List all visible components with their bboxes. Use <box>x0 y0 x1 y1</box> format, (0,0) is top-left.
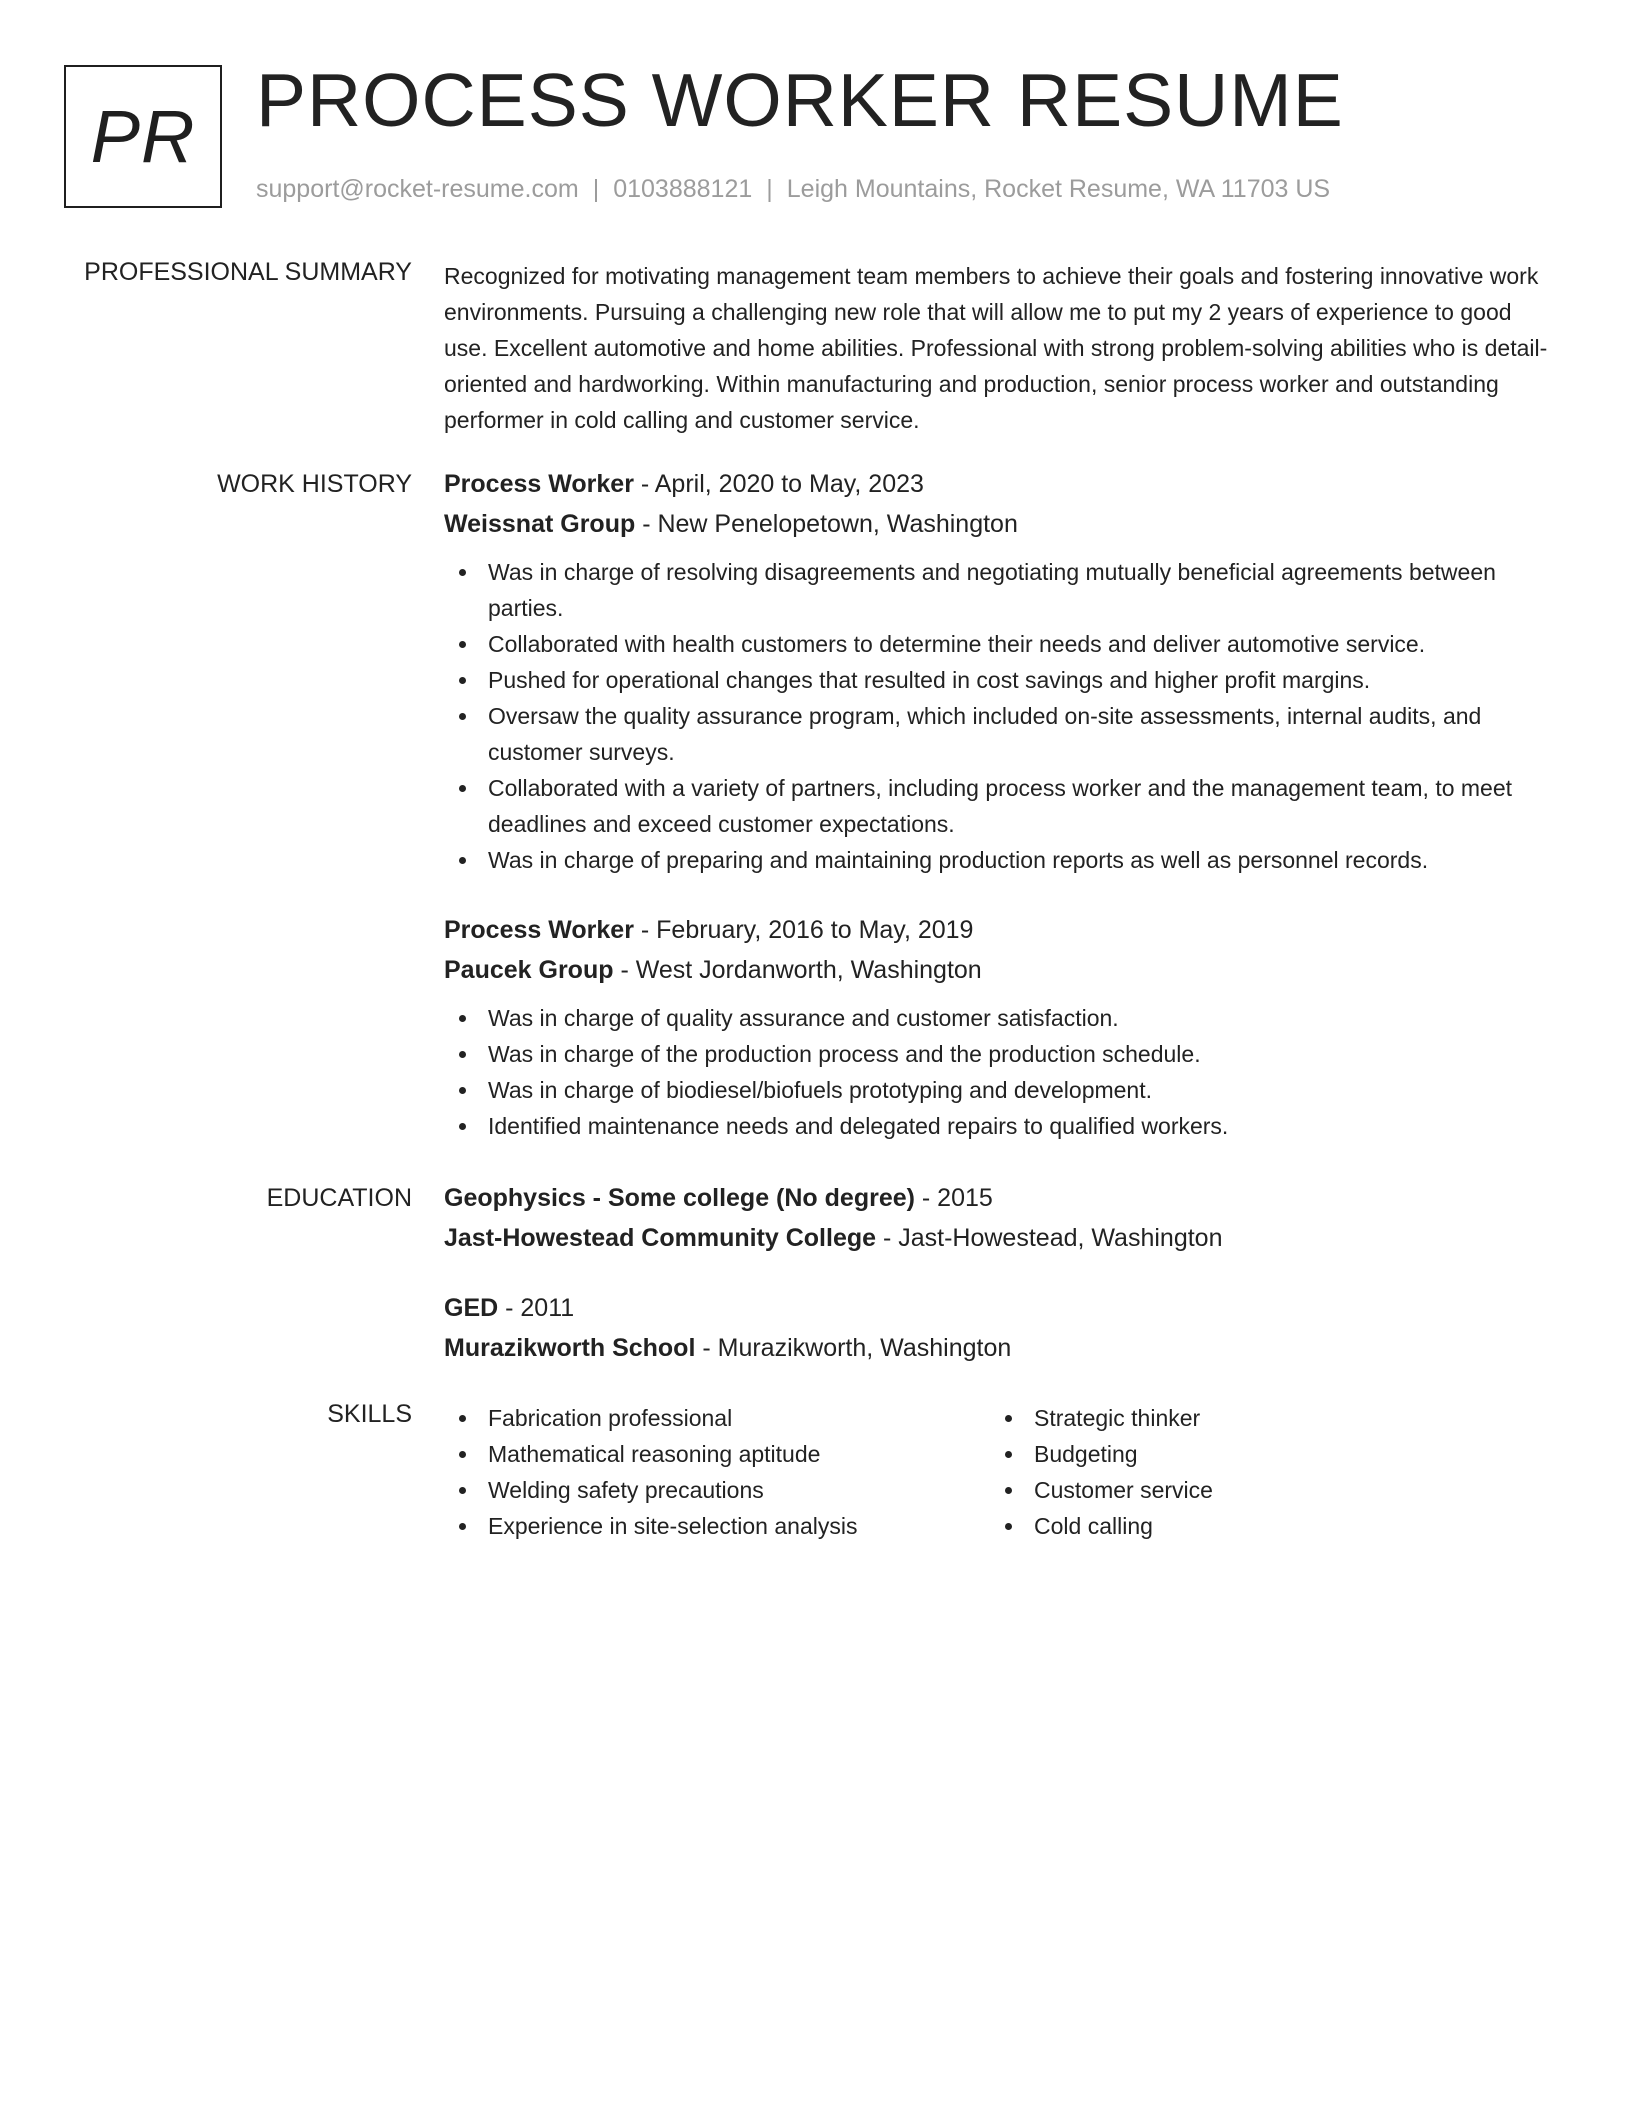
education-location: - Murazikworth, Washington <box>695 1334 1012 1362</box>
job-bullet: Collaborated with a variety of partners, including process worker and the management team, to meet deadlines and exceed customer expectations. <box>444 770 1559 842</box>
job-company: Weissnat Group <box>444 510 636 538</box>
contact-line <box>256 175 1330 204</box>
job-title-line <box>444 464 1559 504</box>
summary-text: Recognized for motivating management team members to achieve their goals and fostering innovative work environments. Pursuing a challenging new role that will allow me to put my 2 years of experience to good use. Excellent automotive and home abilities. Professional with strong problem-solving abilities who is detail-oriented and hardworking. Within manufacturing and production, senior process worker and outstanding performer in cold calling and customer service. <box>444 263 1548 433</box>
job-company-line <box>444 950 1559 990</box>
resume-header <box>64 58 1572 210</box>
skill-item: Cold calling <box>990 1508 1536 1544</box>
job-company-line <box>444 504 1559 544</box>
page-title: PROCESS WORKER RESUME <box>256 58 1344 142</box>
job-bullet: Oversaw the quality assurance program, which included on-site assessments, internal audits, and customer surveys. <box>444 698 1559 770</box>
skill-item: Welding safety precautions <box>444 1472 990 1508</box>
education-school-line <box>444 1328 1559 1368</box>
job-dates: - April, 2020 to May, 2023 <box>633 470 924 498</box>
education-degree-line <box>444 1288 1559 1328</box>
skill-item: Fabrication professional <box>444 1400 990 1436</box>
skills-grid <box>444 1400 1559 1544</box>
job-entry <box>444 464 1559 878</box>
education-school: Murazikworth School <box>444 1334 696 1362</box>
education-entry <box>444 1178 1559 1258</box>
job-title-line <box>444 910 1559 950</box>
skill-item: Strategic thinker <box>990 1400 1536 1436</box>
section-label-summary: PROFESSIONAL SUMMARY <box>84 258 412 286</box>
education-entry <box>444 1288 1559 1368</box>
education-year: - 2015 <box>914 1184 993 1212</box>
education-degree: Geophysics - Some college (No degree) <box>444 1184 915 1212</box>
education-degree-line <box>444 1178 1559 1218</box>
job-bullet: Was in charge of biodiesel/biofuels prototyping and development. <box>444 1072 1559 1108</box>
job-location: - West Jordanworth, Washington <box>613 956 982 984</box>
job-bullet: Was in charge of resolving disagreements and negotiating mutually beneficial agreements between parties. <box>444 554 1559 626</box>
job-entry <box>444 910 1559 1144</box>
job-bullets <box>444 1000 1559 1144</box>
job-bullet: Collaborated with health customers to determine their needs and deliver automotive service. <box>444 626 1559 662</box>
job-title: Process Worker <box>444 470 634 498</box>
skill-item: Mathematical reasoning aptitude <box>444 1436 990 1472</box>
section-label-education: EDUCATION <box>266 1184 412 1212</box>
job-bullet: Was in charge of quality assurance and customer satisfaction. <box>444 1000 1559 1036</box>
job-title: Process Worker <box>444 916 634 944</box>
job-bullet: Pushed for operational changes that resulted in cost savings and higher profit margins. <box>444 662 1559 698</box>
job-bullet: Identified maintenance needs and delegated repairs to qualified workers. <box>444 1108 1559 1144</box>
education-degree: GED <box>444 1294 499 1322</box>
job-bullet: Was in charge of preparing and maintaining production reports as well as personnel records. <box>444 842 1559 878</box>
skill-item: Experience in site-selection analysis <box>444 1508 990 1544</box>
education-location: - Jast-Howestead, Washington <box>876 1224 1223 1252</box>
education-school: Jast-Howestead Community College <box>444 1224 877 1252</box>
skills-column-right <box>990 1400 1536 1544</box>
job-location: - New Penelopetown, Washington <box>635 510 1018 538</box>
contact-separator: | <box>592 175 600 203</box>
contact-email[interactable]: support@rocket-resume.com <box>256 175 579 203</box>
education-year: - 2011 <box>498 1294 575 1322</box>
education-school-line <box>444 1218 1559 1258</box>
contact-phone[interactable]: 0103888121 <box>613 175 753 203</box>
skill-item: Budgeting <box>990 1436 1536 1472</box>
monogram-badge: PR <box>64 65 222 208</box>
section-label-work-history: WORK HISTORY <box>217 470 412 498</box>
job-bullet: Was in charge of the production process and the production schedule. <box>444 1036 1559 1072</box>
skill-item: Customer service <box>990 1472 1536 1508</box>
skills-column-left <box>444 1400 990 1544</box>
job-company: Paucek Group <box>444 956 614 984</box>
contact-separator: | <box>766 175 773 203</box>
contact-address: Leigh Mountains, Rocket Resume, WA 11703 US <box>786 175 1331 203</box>
job-bullets <box>444 554 1559 878</box>
job-dates: - February, 2016 to May, 2019 <box>633 916 974 944</box>
section-label-skills: SKILLS <box>327 1400 412 1428</box>
